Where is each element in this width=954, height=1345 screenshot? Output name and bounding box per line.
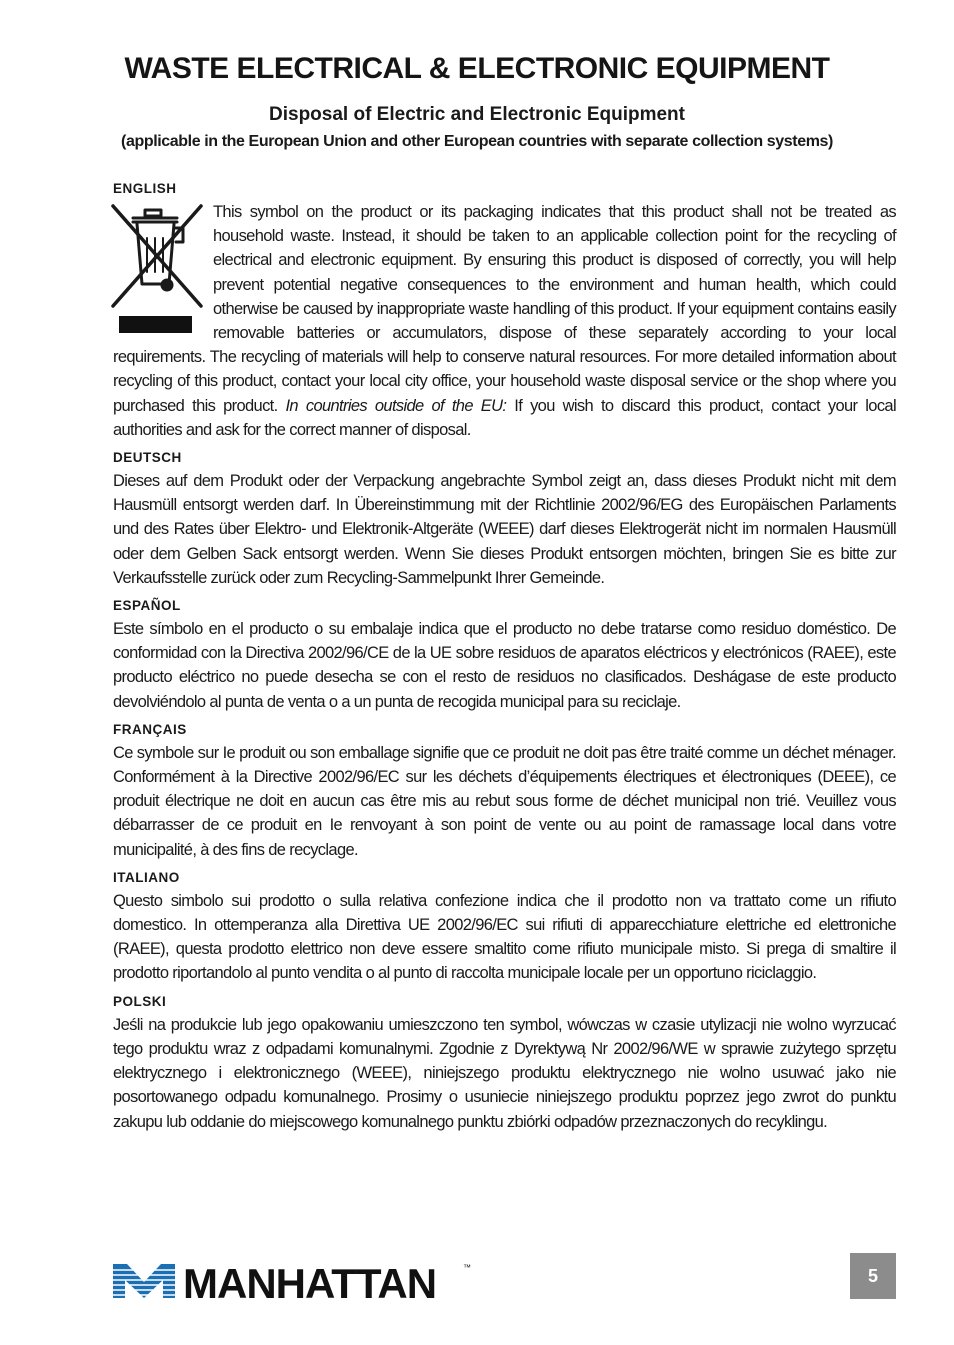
section-text-english <box>113 200 896 442</box>
brand-wordmark: MANHATTAN <box>183 1260 437 1304</box>
page-number: 5 <box>850 1253 896 1299</box>
section-label-espanol: ESPAÑOL <box>113 598 181 614</box>
section-text-espanol: Este símbolo en el producto o su embalaje indica que el producto no debe tratarse como residuo doméstico. De conformidad con la Directiva 2002/96/CE de la UE sobre residuos de aparatos eléctricos y electrónicos (RAEE), este producto eléctrico no puede desecha se con el resto de residuos no clasificados. Deshágase de este producto devolviéndolo al punta de venta o a un punta de recogida municipal para su reciclaje. <box>113 620 896 711</box>
section-label-italiano: ITALIANO <box>113 869 180 885</box>
section-label-francais: FRANÇAIS <box>113 721 187 737</box>
weee-underline-bar <box>119 316 192 333</box>
section-label-english: ENGLISH <box>113 181 177 196</box>
page-subtitle: Disposal of Electric and Electronic Equipment <box>269 104 685 125</box>
manhattan-m-emblem-icon <box>113 1264 175 1298</box>
weee-crossed-bin-icon <box>111 202 207 338</box>
applicability-note: (applicable in the European Union and other European countries with separate collection systems) <box>121 133 833 150</box>
trademark-symbol: ™ <box>463 1263 471 1272</box>
english-text-italic: In countries outside of the EU: <box>285 396 507 415</box>
document-body <box>113 180 896 1141</box>
section-text-italiano: Questo simbolo sui prodotto o sulla relativa confezione indica che il prodotto non va trattato come un rifiuto domestico. In ottemperanza alla Direttiva UE 2002/96/EC sui rifiuti di apparecchiature elettriche ed elettroniche (RAEE), questa prodotto elettrico non deve essere smaltito come rifiuto municipale misto. Si prega di smaltire il prodotto riportandolo al punto vendita o al punto di raccolta municipale locale per un opportuno riciclaggio. <box>113 891 896 983</box>
english-text-main: This symbol on the product or its packaging indicates that this product shall not be treated as household waste. Instead, it should be taken to an applicable collection point for the recycling of electrical and electronic equipment. By ensuring this product is disposed of correctly, you will help prevent potential negative consequences to the environment and human health, which could otherwise be caused by inappropriate waste handling of this product. If your equipment contains easily removable batteries or accumulators, dispose of these separately according to your local requirements. The recycling of materials will help to conserve natural resources. For more detailed information about recycling of this product, contact your local city office, your household waste disposal service or the shop where you purchased this product. <box>113 203 896 415</box>
page-title: WASTE ELECTRICAL & ELECTRONIC EQUIPMENT <box>124 52 830 85</box>
section-text-polski: Jeśli na produkcie lub jego opakowaniu umieszczono ten symbol, wówczas w czasie utylizacji nie wolno wyrzucać tego produktu wraz z odpadami komunalnymi. Zgodnie z Dyrektywą Nr 2002/96/WE w sprawie zużytego sprzętu elektrycznego i elektronicznego (WEEE), niniejszego produktu elektrycznego nie wolno usuwać jako nie posortowanego odpadu komunalnego. Prosimy o usuniecie niniejszego produktu poprzez jego zwrot do punktu zakupu lub oddanie do miejscowego komunalnego punktu zbiórki odpadów przeznaczonych do recyklingu. <box>113 1015 896 1131</box>
section-text-francais: Ce symbole sur Ie produit ou son emballage signifie que ce produit ne doit pas être traité comme un déchet ménager. Conformément à la Directive 2002/96/EC sur les déchets d’équipements électriques et électroniques (DEEE), ce produit électrique ne doit en aucun cas être mis au rebut sous forme de déchet municipal non trié. Veuillez vous débarrasser de ce produit en Ie renvoyant à son point de vente ou au point de ramassage local dans votre municipalité, à des fins de recyclage. <box>113 743 896 859</box>
section-label-deutsch: DEUTSCH <box>113 450 182 466</box>
section-label-polski: POLSKI <box>113 993 167 1009</box>
manhattan-logo <box>113 1258 473 1304</box>
english-text-end: If you wish to discard this product, contact your local authorities and ask for the correct manner of disposal. <box>113 396 896 439</box>
section-text-deutsch: Dieses auf dem Produkt oder der Verpackung angebrachte Symbol zeigt an, dass dieses Produkt nicht mit dem Hausmüll entsorgt werden darf. In Übereinstimmung mit der Richtlinie 2002/96/EG des Europäischen Parlaments und des Rates über Elektro- und Elektronik-Altgeräte (WEEE) darf dieses Elektrogerät nicht im normalen Hausmüll oder dem Gelben Sack entsorgt werden. Wenn Sie dieses Produkt entsorgen möchten, bringen Sie es bitte zur Verkaufsstelle zurück oder zum Recycling-Sammelpunkt Ihrer Gemeinde. <box>113 472 896 587</box>
